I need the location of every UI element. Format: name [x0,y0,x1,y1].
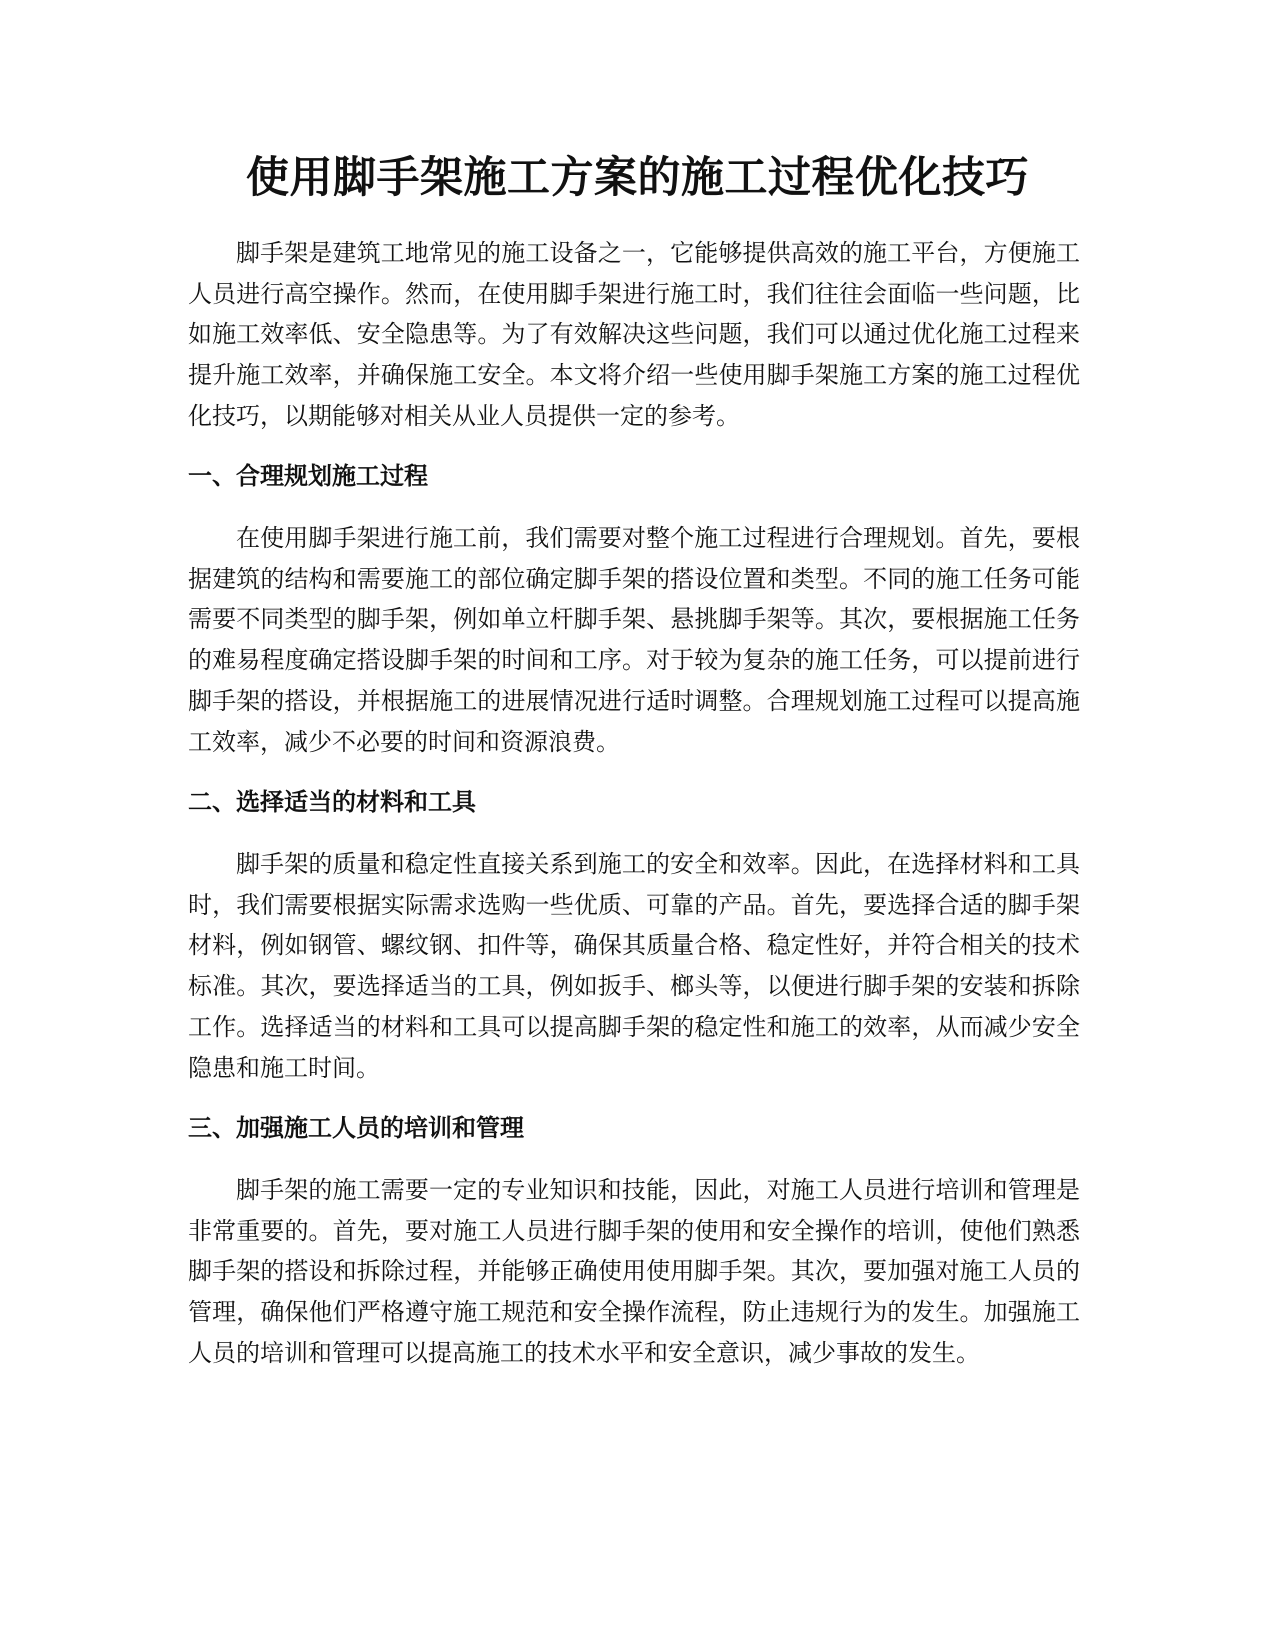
section-1-heading: 一、合理规划施工过程 [188,462,428,490]
section-3-heading: 三、加强施工人员的培训和管理 [188,1114,524,1142]
section-3-body: 脚手架的施工需要一定的专业知识和技能，因此，对施工人员进行培训和管理是非常重要的。首先，要对施工人员进行脚手架的使用和安全操作的培训，使他们熟悉脚手架的搭设和拆除过程，并能够正确使用使用脚手架。其次，要加强对施工人员的管理，确保他们严格遵守施工规范和安全操作流程，防止违规行为的发生。加强施工人员的培训和管理可以提高施工的技术水平和安全意识，减少事故的发生。 [188,1176,1080,1367]
document-title: 使用脚手架施工方案的施工过程优化技巧 [246,153,1029,203]
section-2-body: 脚手架的质量和稳定性直接关系到施工的安全和效率。因此，在选择材料和工具时，我们需要根据实际需求选购一些优质、可靠的产品。首先，要选择合适的脚手架材料，例如钢管、螺纹钢、扣件等，确保其质量合格、稳定性好，并符合相关的技术标准。其次，要选择适当的工具，例如扳手、榔头等，以便进行脚手架的安装和拆除工作。选择适当的材料和工具可以提高脚手架的稳定性和施工的效率，从而减少安全隐患和施工时间。 [188,850,1080,1082]
section-1-body: 在使用脚手架进行施工前，我们需要对整个施工过程进行合理规划。首先，要根据建筑的结构和需要施工的部位确定脚手架的搭设位置和类型。不同的施工任务可能需要不同类型的脚手架，例如单立杆脚手架、悬挑脚手架等。其次，要根据施工任务的难易程度确定搭设脚手架的时间和工序。对于较为复杂的施工任务，可以提前进行脚手架的搭设，并根据施工的进展情况进行适时调整。合理规划施工过程可以提高施工效率，减少不必要的时间和资源浪费。 [188,524,1080,756]
intro-paragraph: 脚手架是建筑工地常见的施工设备之一，它能够提供高效的施工平台，方便施工人员进行高空操作。然而，在使用脚手架进行施工时，我们往往会面临一些问题，比如施工效率低、安全隐患等。为了有效解决这些问题，我们可以通过优化施工过程来提升施工效率，并确保施工安全。本文将介绍一些使用脚手架施工方案的施工过程优化技巧，以期能够对相关从业人员提供一定的参考。 [188,239,1080,430]
section-2-heading: 二、选择适当的材料和工具 [188,788,476,816]
